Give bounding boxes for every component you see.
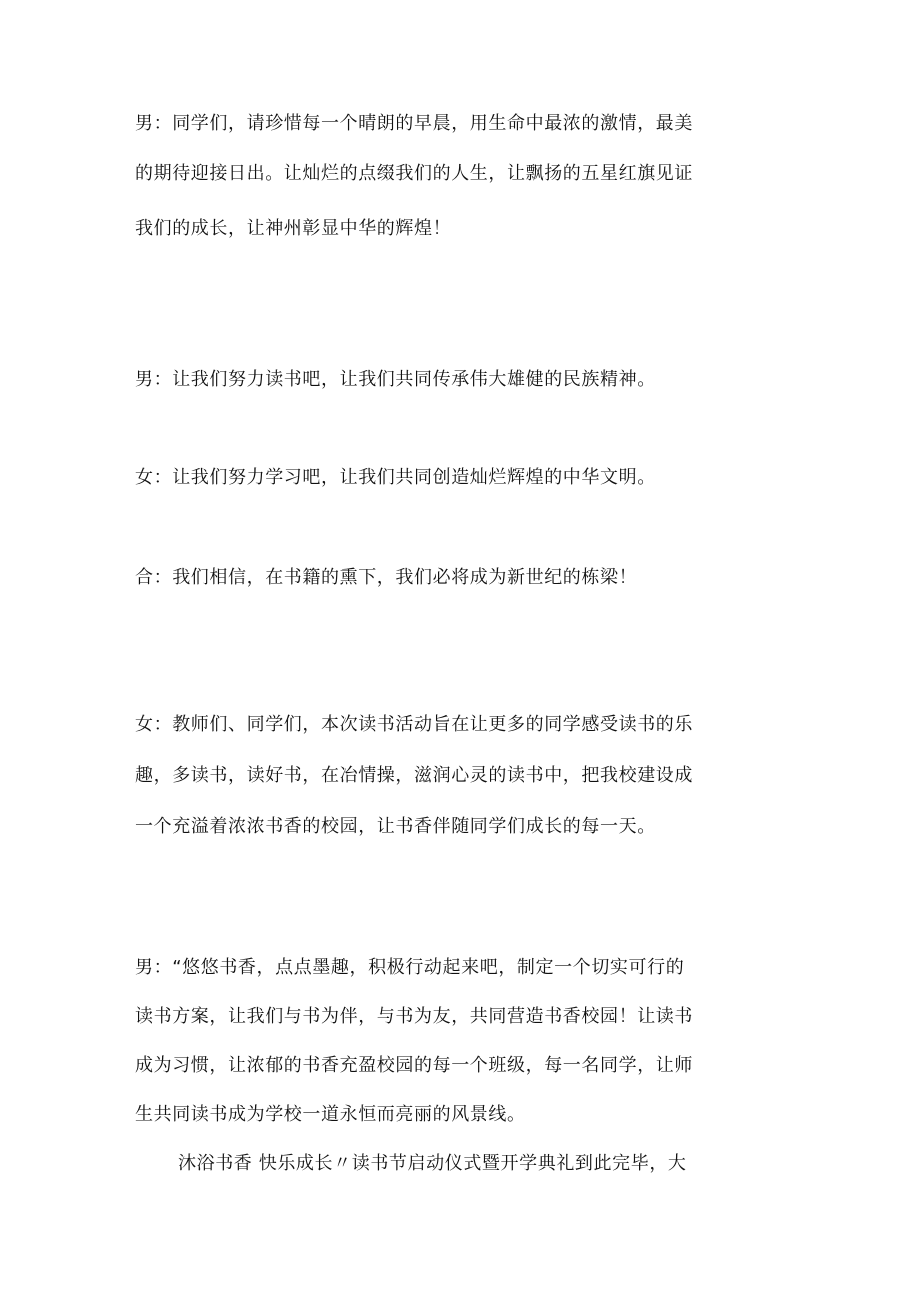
paragraph-3-line-1: 女：让我们努力学习吧，让我们共同创造灿烂辉煌的中华文明。 <box>135 467 656 488</box>
paragraph-1-line-1: 男：同学们，请珍惜每一个晴朗的早晨，用生命中最浓的激情，最美 <box>135 113 693 134</box>
paragraph-5-line-2: 趣，多读书，读好书，在冶情操，滋润心灵的读书中，把我校建设成 <box>135 765 693 786</box>
paragraph-4-line-1: 合：我们相信，在书籍的熏下，我们必将成为新世纪的栋梁！ <box>135 567 638 588</box>
paragraph-6-line-3: 成为习惯，让浓郁的书香充盈校园的每一个班级，每一名同学，让师 <box>135 1055 693 1076</box>
paragraph-6-line-2: 读书方案，让我们与书为伴，与书为友，共同营造书香校园！让读书 <box>135 1006 693 1027</box>
paragraph-7-line-1: 沐浴书香 快乐成长〃读书节启动仪式暨开学典礼到此完毕，大 <box>178 1153 687 1174</box>
paragraph-2-line-1: 男：让我们努力读书吧，让我们共同传承伟大雄健的民族精神。 <box>135 369 656 390</box>
paragraph-5-line-3: 一个充溢着浓浓书香的校园，让书香伴随同学们成长的每一天。 <box>135 816 656 837</box>
paragraph-1-line-2: 的期待迎接日出。让灿烂的点缀我们的人生，让飘扬的五星红旗见证 <box>135 163 693 184</box>
paragraph-5-line-1: 女：教师们、同学们，本次读书活动旨在让更多的同学感受读书的乐 <box>135 714 693 735</box>
paragraph-6-line-4: 生共同读书成为学校一道永恒而亮丽的风景线。 <box>135 1104 526 1125</box>
paragraph-6-line-1: 男：“悠悠书香，点点墨趣，积极行动起来吧，制定一个切实可行的 <box>135 957 685 978</box>
paragraph-1-line-3: 我们的成长，让神州彰显中华的辉煌！ <box>135 218 452 239</box>
